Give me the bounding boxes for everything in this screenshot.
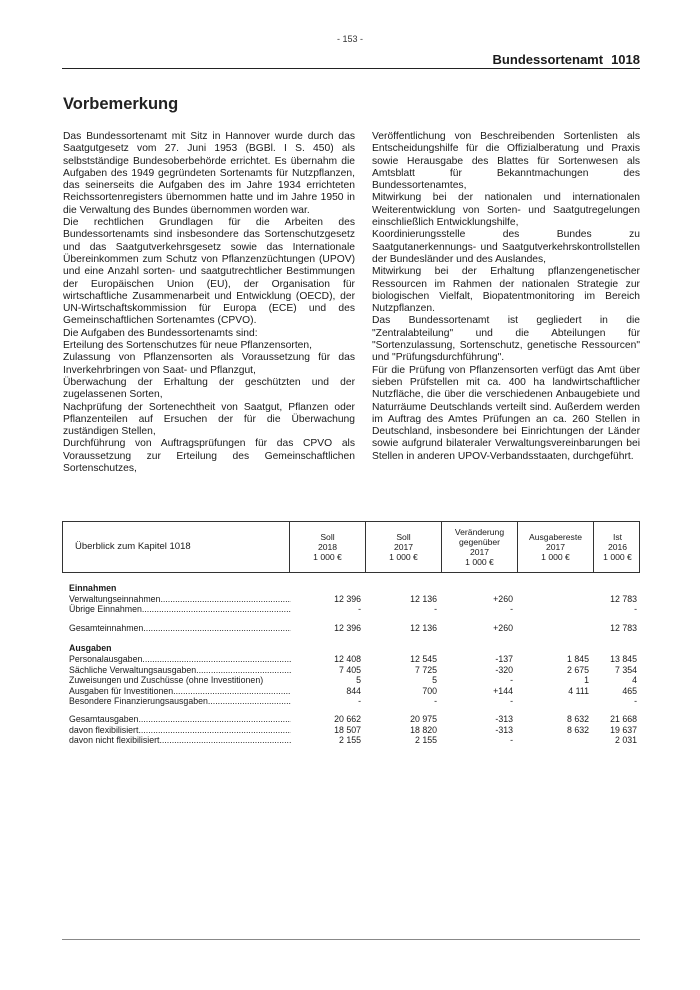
cell-value: 12 136: [410, 622, 437, 633]
cell-value: 1 845: [566, 654, 589, 664]
row-label: [69, 604, 291, 614]
row-label: [69, 696, 291, 706]
cell-value: 21 668: [610, 714, 637, 724]
cell-value: 13 845: [610, 654, 637, 664]
paragraph: Die Aufgaben des Bundessortenamts sind:: [63, 327, 258, 339]
cell-value: -313: [495, 714, 513, 724]
header-rule: [62, 68, 640, 69]
section-heading-label: Einnahmen: [69, 583, 117, 593]
paragraph: Mitwirkung bei der nationalen und internationalen Weiterentwicklung von Sorten- und Saatgutregelungen einschließlich Entwicklungshilfe,: [372, 192, 640, 229]
row-label-text: Zuweisungen und Zuschüsse (ohne Investitionen): [69, 675, 264, 686]
col-header-ausgabereste: [517, 522, 593, 572]
table-row: [62, 696, 640, 707]
table-body: [62, 573, 640, 746]
footer-rule: [62, 939, 640, 940]
cell-value: 12 396: [334, 622, 361, 633]
table-row: [62, 675, 640, 686]
paragraph: Durchführung von Auftragsprüfungen für das CPVO als Voraussetzung zur Erteilung des Gemeinschaftlichen Sortenschutzes,: [63, 438, 355, 475]
table-row: [62, 714, 640, 725]
table-row: [62, 594, 640, 605]
cell-value: 4: [632, 675, 637, 686]
row-label-text: Gesamtausgaben: [69, 714, 139, 724]
row-label-text: Personalausgaben: [69, 654, 143, 664]
paragraph: Das Bundessortenamt mit Sitz in Hannover wurde durch das Saatgutgesetz vom 27. Juni 1953 (BGBl. I S. 450) als selbstständige Bundesoberbehörde errichtet. Es übernahm die Aufgaben des 1949 gegründeten Sortenamts für Nutzpflanzen, das seinerseits die Aufgaben des im Jahre 1934 errichteten Reichssortenregisters übernommen hatte und im Jahre 1950 in die Verwaltung des Bundes übernommen worden war.: [63, 131, 355, 216]
cell-value: -: [510, 696, 513, 707]
cell-value: -: [358, 696, 361, 707]
section-title: Vorbemerkung: [63, 95, 179, 113]
cell-value: -: [510, 604, 513, 615]
cell-value: 1: [584, 675, 589, 686]
header-number: 1018: [611, 52, 640, 67]
paragraph: Mitwirkung bei der Erhaltung pflanzengenetischer Ressourcen im Rahmen der nationalen Strategie zur biologischen Vielfalt, Biopatentmonitoring im Bereich Nutzpflanzen.: [372, 266, 640, 315]
cell-value: 12 136: [410, 593, 437, 604]
row-label: [69, 623, 291, 633]
paragraph: Zulassung von Pflanzensorten als Voraussetzung für das Inverkehrbringen von Saat- und Pflanzgut,: [63, 352, 355, 376]
cell-value: 5: [432, 675, 437, 686]
cell-value: 18 507: [334, 724, 361, 735]
cell-value: 7 725: [414, 664, 437, 675]
table-row: [62, 604, 640, 615]
col-header-text: Ausgabereste 2017 1 000 €: [528, 532, 583, 562]
table-label: Überblick zum Kapitel 1018: [75, 541, 191, 552]
col-header-text: Soll 2017 1 000 €: [389, 532, 418, 562]
paragraph: Nachprüfung der Sortenechtheit von Saatgut, Pflanzen oder Pflanzenteilen auf Ersuchen der für die Überwachung zuständigen Stellen,: [63, 401, 355, 438]
section-heading: [62, 643, 640, 654]
row-label-text: davon flexibilisiert: [69, 724, 139, 735]
col-header-soll-2018: [289, 522, 365, 572]
row-label: [69, 654, 291, 664]
col-header-text: Soll 2018 1 000 €: [313, 532, 342, 562]
paragraph: Das Bundessortenamt ist gegliedert in die "Zentralabteilung" und die Abteilungen für "Sortenzulassung, Sortenschutz, genetische Ressourcen" und "Prüfungsdurchführung".: [372, 315, 640, 364]
cell-value: 12 783: [610, 622, 637, 633]
running-header: [62, 52, 640, 67]
row-label: [69, 714, 291, 724]
cell-value: 19 637: [610, 724, 637, 735]
cell-value: -: [358, 604, 361, 615]
row-label: [69, 675, 291, 685]
cell-value: 12 408: [334, 654, 361, 664]
row-label: [69, 725, 291, 735]
row-label: [69, 735, 291, 745]
col-header-soll-2017: [365, 522, 441, 572]
col-header-text: Veränderung gegenüber 2017 1 000 €: [454, 527, 505, 567]
cell-value: 8 632: [566, 714, 589, 724]
row-label-text: Verwaltungseinnahmen: [69, 593, 161, 604]
cell-value: 20 662: [334, 714, 361, 724]
paragraph: Überwachung der Erhaltung der geschützten und der zugelassenen Sorten,: [63, 376, 355, 401]
row-label-text: Sächliche Verwaltungsausgaben: [69, 664, 197, 675]
cell-value: 12 396: [334, 593, 361, 604]
cell-value: 2 155: [414, 735, 437, 746]
cell-value: 2 031: [614, 735, 637, 746]
cell-value: -: [434, 604, 437, 615]
cell-value: -: [434, 696, 437, 707]
cell-value: -: [634, 696, 637, 707]
cell-value: 2 675: [566, 664, 589, 675]
cell-value: -313: [495, 724, 513, 735]
col-header-text: Ist 2016 1 000 €: [603, 532, 632, 562]
overview-table: [62, 521, 640, 746]
table-header: [62, 521, 640, 573]
cell-value: 12 545: [410, 654, 437, 664]
cell-value: -137: [495, 654, 513, 664]
paragraph: Für die Prüfung von Pflanzensorten verfügt das Amt über sieben Prüfstellen mit ca. 400 ha landwirtschaftlicher Nutzfläche, die über die verschiedenen Anbaugebiete und Naturräume Deutschlands verteilt sind. Außerdem werden im Auftrag des Amtes Prüfungen an ca. 260 Stellen in Deutschland, insbesondere bei Einrichtungen der Länder sowie aufgrund bilateraler Verwaltungsvereinbarungen bei Stellen in anderen UPOV-Verbandsstaaten, durchgeführt.: [372, 364, 640, 462]
row-label-text: davon nicht flexibilisiert: [69, 735, 160, 746]
cell-value: +260: [493, 622, 513, 633]
row-label-text: Übrige Einnahmen: [69, 604, 142, 615]
cell-value: +260: [493, 593, 513, 604]
right-text-column: [372, 131, 640, 463]
table-row: [62, 686, 640, 697]
table-row: [62, 665, 640, 676]
cell-value: 4 111: [568, 685, 589, 696]
cell-value: -: [510, 735, 513, 746]
left-text-column: [63, 131, 355, 475]
cell-value: -: [510, 675, 513, 686]
col-header-ist-2016: [593, 522, 641, 572]
section-heading: [62, 583, 640, 594]
cell-value: 7 405: [338, 664, 361, 675]
paragraph: Veröffentlichung von Beschreibenden Sortenlisten als Entscheidungshilfe für die Offizialberatung und Praxis sowie Herausgabe des Blattes für Sortenwesen als Amtsblatt für Bekanntmachungen des Bundessortenamtes,: [372, 131, 640, 192]
cell-value: 12 783: [610, 593, 637, 604]
table-row: [62, 735, 640, 746]
section-heading-label: Ausgaben: [69, 643, 112, 654]
cell-value: 2 155: [338, 735, 361, 746]
row-label: [69, 594, 291, 604]
row-label-text: Besondere Finanzierungsausgaben: [69, 696, 208, 707]
table-row: [62, 654, 640, 665]
cell-value: 8 632: [566, 724, 589, 735]
row-label: [69, 665, 291, 675]
page-number: - 153 -: [336, 34, 363, 44]
cell-value: 7 354: [614, 664, 637, 675]
cell-value: 20 975: [410, 714, 437, 724]
cell-value: 5: [356, 675, 361, 686]
row-label: [69, 686, 291, 696]
cell-value: 18 820: [410, 724, 437, 735]
cell-value: -: [634, 604, 637, 615]
paragraph: Erteilung des Sortenschutzes für neue Pflanzensorten,: [63, 340, 312, 352]
cell-value: 700: [422, 685, 437, 696]
cell-value: -320: [495, 664, 513, 675]
cell-value: 844: [346, 685, 361, 696]
header-title: Bundessortenamt: [492, 52, 604, 67]
cell-value: 465: [622, 685, 637, 696]
row-label-text: Gesamteinnahmen: [69, 622, 144, 633]
col-header-veraenderung: [441, 522, 517, 572]
table-row: [62, 725, 640, 736]
row-label-text: Ausgaben für Investitionen: [69, 685, 174, 696]
paragraph: Koordinierungsstelle des Bundes zu Saatgutanerkennungs- und Saatgutverkehrskontrollstellen der Bundesländer und des Auslandes,: [372, 229, 640, 265]
cell-value: +144: [493, 685, 513, 696]
table-row: [62, 623, 640, 634]
paragraph: Die rechtlichen Grundlagen für die Arbeiten des Bundessortenamts sind insbesondere das Sortenschutzgesetz und das Saatgutverkehrsgesetz sowie das Internationale Übereinkommen zum Schutz von Pflanzenzüchtungen (UPOV) und eine Anzahl sorten- und saatgutrechtlicher Bestimmungen der Europäischen Union (EU), der Organisation für wirtschaftliche Zusammenarbeit und Entwicklung (OECD), der UN-Wirtschaftskommission für Europa (ECE) und des Gemeinschaftlichen Sortenamtes (CPVO).: [63, 217, 355, 327]
